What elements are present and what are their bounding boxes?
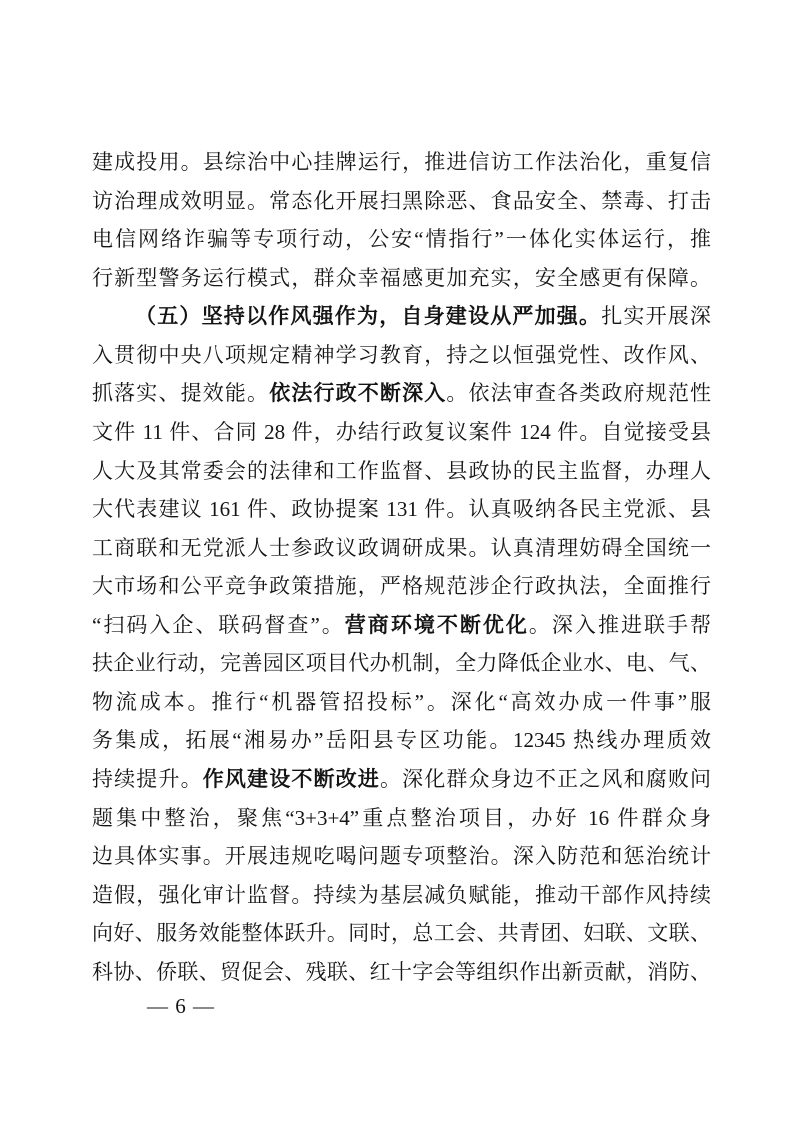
text-line (92, 452, 711, 491)
text-run: 电信网络诈骗等专项行动，公安“情指行”一体化实体运行，推 (92, 227, 711, 252)
text-line (92, 799, 711, 838)
body-text (92, 143, 711, 991)
text-run: 。依法审查各类政府规范性 (446, 381, 711, 406)
bold-heading-run: （五）坚持以作风强作为，自身建设从严加强。 (135, 304, 602, 329)
page-footer (147, 991, 215, 1021)
text-line (92, 220, 711, 259)
text-line (92, 914, 711, 953)
text-run: 行新型警务运行模式，群众幸福感更加充实，安全感更有保障。 (92, 265, 711, 290)
text-run: 扎实开展深 (601, 304, 711, 329)
text-run: 题集中整治，聚焦“3+3+4”重点整治项目，办好 16 件群众身 (92, 805, 711, 830)
bold-heading-run: 作风建设不断改进 (202, 767, 380, 791)
text-run: 大市场和公平竞争政策措施，严格规范涉企行政执法，全面推行 (92, 574, 711, 599)
text-line (92, 683, 711, 722)
bold-heading-run: 营商环境不断优化 (344, 612, 529, 637)
text-line (92, 721, 711, 760)
text-run: 。深入推进联手帮 (528, 612, 711, 637)
text-run: 文件 11 件、合同 28 件，办结行政复议案件 124 件。自觉接受县 (92, 419, 711, 444)
text-run: 大代表建议 161 件、政协提案 131 件。认真吸纳各民主党派、县 (92, 497, 711, 522)
text-line (92, 297, 711, 336)
text-line (92, 529, 711, 568)
text-run: 。深化群众身边不正之风和腐败问 (379, 767, 711, 791)
text-run: 访治理成效明显。常态化开展扫黑除恶、食品安全、禁毒、打击 (92, 188, 711, 213)
text-run: 人大及其常委会的法律和工作监督、县政协的民主监督，办理人 (92, 458, 711, 483)
text-run: 扶企业行动，完善园区项目代办机制，全力降低企业水、电、气、 (92, 651, 711, 676)
text-run: 抓落实、提效能。 (92, 381, 270, 406)
page-number: — 6 — (147, 994, 215, 1018)
text-line (92, 143, 711, 182)
text-run: 造假，强化审计监督。持续为基层减负赋能，推动干部作风持续 (92, 882, 711, 907)
text-run: 科协、侨联、贸促会、残联、红十字会等组织作出新贡献，消防、 (92, 959, 711, 984)
text-line (92, 953, 711, 992)
text-line (92, 336, 711, 375)
text-line (92, 490, 711, 529)
text-run: 工商联和无党派人士参政议政调研成果。认真清理妨碍全国统一 (92, 535, 711, 560)
text-run: 边具体实事。开展违规吃喝问题专项整治。深入防范和惩治统计 (92, 844, 711, 869)
text-line (92, 413, 711, 452)
text-run: 向好、服务效能整体跃升。同时，总工会、共青团、妇联、文联、 (92, 921, 711, 946)
text-run: “扫码入企、联码督查”。 (92, 612, 345, 637)
text-line (92, 644, 711, 683)
text-line (92, 259, 711, 298)
text-line (92, 760, 711, 799)
text-line (92, 606, 711, 645)
text-line (92, 876, 711, 915)
bold-heading-run: 依法行政不断深入 (269, 381, 447, 406)
text-run: 建成投用。县综治中心挂牌运行，推进信访工作法治化，重复信 (92, 150, 711, 174)
text-run: 持续提升。 (92, 767, 203, 791)
text-line (92, 182, 711, 221)
text-run: 入贯彻中央八项规定精神学习教育，持之以恒强党性、改作风、 (92, 342, 711, 367)
text-run: 务集成，拓展“湘易办”岳阳县专区功能。12345 热线办理质效 (92, 728, 711, 753)
text-line (92, 837, 711, 876)
text-run: 物流成本。推行“机器管招投标”。深化“高效办成一件事”服 (92, 689, 711, 714)
text-line (92, 567, 711, 606)
text-line (92, 374, 711, 413)
